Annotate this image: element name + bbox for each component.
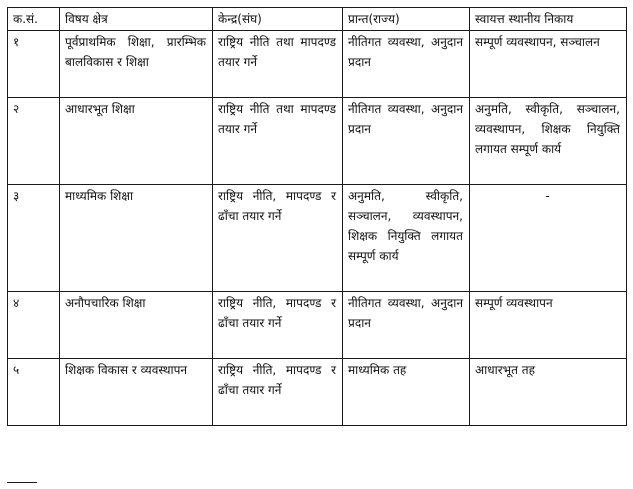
cell-serial-number: ५: [8, 359, 60, 426]
header-province-state: प्रान्त(राज्य): [343, 8, 470, 31]
cell-serial-number: ३: [8, 185, 60, 292]
table-row: [8, 31, 627, 98]
cell-subject-area: अनौपचारिक शिक्षा: [60, 292, 213, 359]
cell-center-role: राष्ट्रिय नीति, मापदण्ड र ढाँचा तयार गर्ने: [213, 292, 343, 359]
table-row: [8, 185, 627, 292]
cell-serial-number: ४: [8, 292, 60, 359]
cell-serial-number: २: [8, 98, 60, 185]
cell-serial-number: १: [8, 31, 60, 98]
cell-local-role: अनुमति, स्वीकृति, सञ्चालन, व्यवस्थापन, शिक्षक नियुक्ति लगायत सम्पूर्ण कार्य: [470, 98, 627, 185]
table-row: [8, 292, 627, 359]
cell-local-role: -: [470, 185, 627, 292]
table-header-row: [8, 8, 627, 31]
header-subject-area: विषय क्षेत्र: [60, 8, 213, 31]
cell-local-role: सम्पूर्ण व्यवस्थापन, सञ्चालन: [470, 31, 627, 98]
cell-local-role: आधारभूत तह: [470, 359, 627, 426]
cell-center-role: राष्ट्रिय नीति, मापदण्ड र ढाँचा तयार गर्ने: [213, 359, 343, 426]
cell-province-role: नीतिगत व्यवस्था, अनुदान प्रदान: [343, 31, 470, 98]
header-local-body: स्वायत्त स्थानीय निकाय: [470, 8, 627, 31]
cell-province-role: माध्यमिक तह: [343, 359, 470, 426]
footnote-separator: [7, 482, 37, 483]
cell-subject-area: पूर्वप्राथमिक शिक्षा, प्रारम्भिक बालविकास र शिक्षा: [60, 31, 213, 98]
table-row: [8, 359, 627, 426]
cell-subject-area: शिक्षक विकास र व्यवस्थापन: [60, 359, 213, 426]
cell-center-role: राष्ट्रिय नीति तथा मापदण्ड तयार गर्ने: [213, 31, 343, 98]
header-serial-number: क.सं.: [8, 8, 60, 31]
table-row: [8, 98, 627, 185]
cell-province-role: अनुमति, स्वीकृति, सञ्चालन, व्यवस्थापन, शिक्षक नियुक्ति लगायत सम्पूर्ण कार्य: [343, 185, 470, 292]
cell-subject-area: आधारभूत शिक्षा: [60, 98, 213, 185]
header-center-federal: केन्द्र(संघ): [213, 8, 343, 31]
cell-province-role: नीतिगत व्यवस्था, अनुदान प्रदान: [343, 98, 470, 185]
cell-center-role: राष्ट्रिय नीति तथा मापदण्ड तयार गर्ने: [213, 98, 343, 185]
education-responsibility-table: [7, 7, 627, 426]
cell-local-role: सम्पूर्ण व्यवस्थापन: [470, 292, 627, 359]
cell-subject-area: माध्यमिक शिक्षा: [60, 185, 213, 292]
cell-center-role: राष्ट्रिय नीति, मापदण्ड र ढाँचा तयार गर्ने: [213, 185, 343, 292]
cell-province-role: नीतिगत व्यवस्था, अनुदान प्रदान: [343, 292, 470, 359]
